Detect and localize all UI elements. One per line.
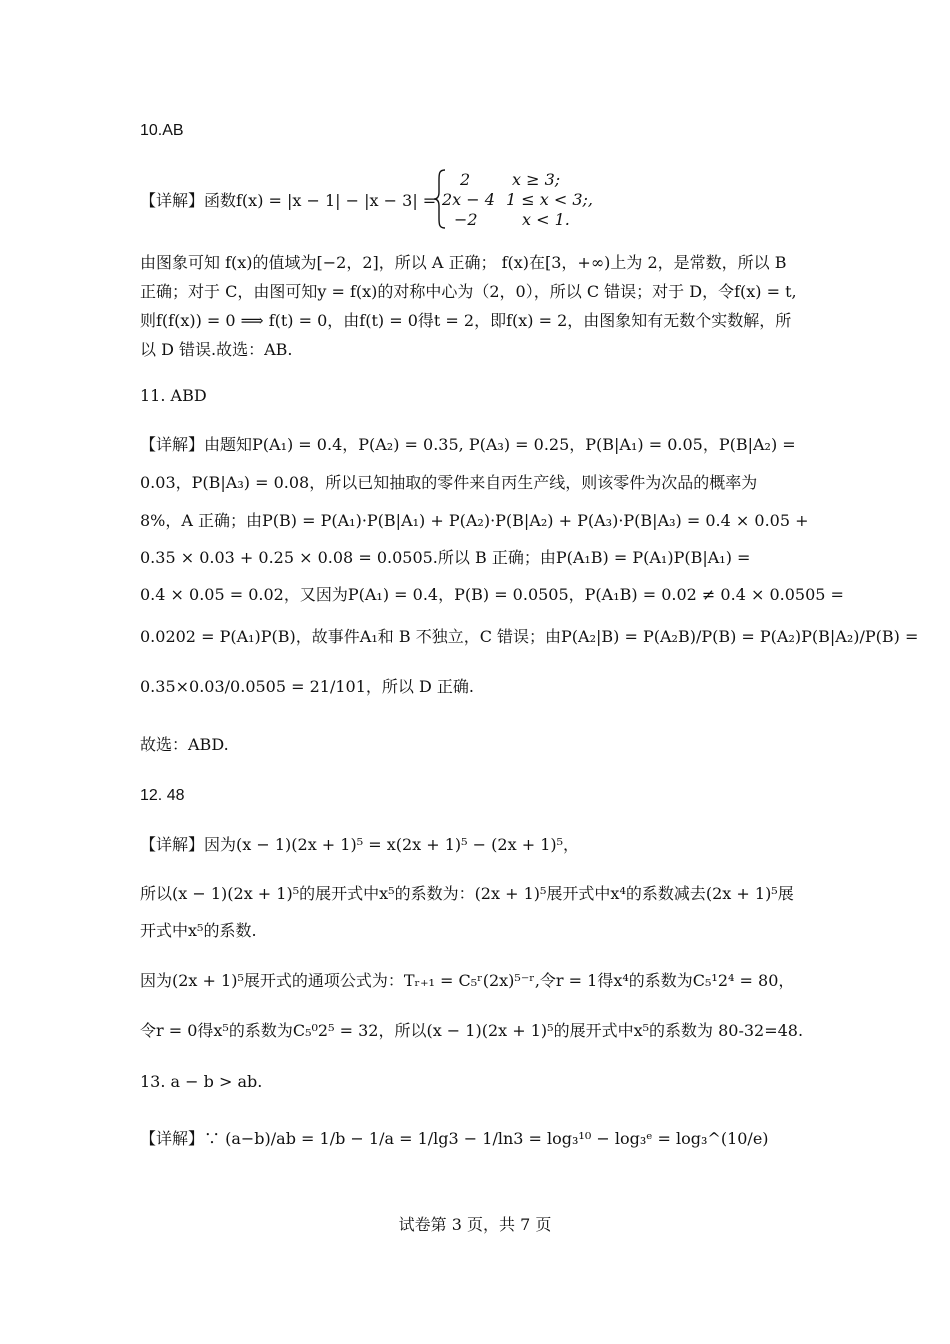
q11-conclusion: 故选：ABD. <box>140 735 229 754</box>
q12-line-5: 令r = 0得x⁵的系数为C₅⁰2⁵ = 32，所以(x − 1)(2x + 1)⁵的展开式中x⁵的系数为 80-32=48. <box>140 1021 804 1040</box>
q10-header: 10.AB <box>140 122 184 139</box>
q11-line-7: 0.35×0.03/0.0505 = 21/101，所以 D 正确. <box>140 677 474 696</box>
q11-line-5: 0.4 × 0.05 = 0.02，又因为P(A₁) = 0.4，P(B) = 0.0505，P(A₁B) = 0.02 ≠ 0.4 × 0.0505 = <box>140 585 844 604</box>
q10-case-2-value: 2x − 4 <box>442 190 495 209</box>
q10-case-1-condition: x ≥ 3; <box>512 170 561 189</box>
q10-line-4: 以 D 错误.故选：AB. <box>140 340 293 359</box>
q10-line-1: 由图象可知 f(x)的值域为[−2，2]，所以 A 正确； f(x)在[3，+∞)上为 2，是常数，所以 B <box>140 253 787 272</box>
q13-header: 13. a − b > ab. <box>140 1072 263 1091</box>
q12-line-3: 开式中x⁵的系数. <box>140 921 257 940</box>
q11-line-2: 0.03，P(B|A₃) = 0.08，所以已知抽取的零件来自丙生产线，则该零件为次品的概率为 <box>140 473 758 492</box>
q11-line-6: 0.0202 = P(A₁)P(B)，故事件A₁和 B 不独立，C 错误；由P(A₂|B) = P(A₂B)/P(B) = P(A₂)P(B|A₂)/P(B) = <box>140 627 919 646</box>
q10-line-2: 正确；对于 C，由图可知y = f(x)的对称中心为（2，0），所以 C 错误；对于 D，令f(x) = t, <box>140 282 797 301</box>
q10-detail-prefix: 【详解】函数f(x) = |x − 1| − |x − 3| = <box>140 191 437 210</box>
q11-line-4: 0.35 × 0.03 + 0.25 × 0.08 = 0.0505.所以 B 正确；由P(A₁B) = P(A₁)P(B|A₁) = <box>140 548 751 567</box>
q10-case-3-value: −2 <box>454 210 478 229</box>
q11-header: 11. ABD <box>140 386 207 405</box>
q10-case-1-value: 2 <box>460 170 471 189</box>
q11-line-3: 8%，A 正确；由P(B) = P(A₁)·P(B|A₁) + P(A₂)·P(B|A₂) + P(A₃)·P(B|A₃) = 0.4 × 0.05 + <box>140 511 809 530</box>
q12-header: 12. 48 <box>140 787 185 804</box>
q10-case-2-condition: 1 ≤ x < 3;, <box>506 190 594 209</box>
q12-line-4: 因为(2x + 1)⁵展开式的通项公式为：Tᵣ₊₁ = C₅ʳ(2x)⁵⁻ʳ,令r = 1得x⁴的系数为C₅¹2⁴ = 80， <box>140 971 795 990</box>
q11-line-1: 【详解】由题知P(A₁) = 0.4，P(A₂) = 0.35, P(A₃) = 0.25，P(B|A₁) = 0.05，P(B|A₂) = <box>140 435 796 454</box>
page-footer: 试卷第 3 页，共 7 页 <box>398 1215 552 1234</box>
q10-line-3: 则f(f(x)) = 0 ⟹ f(t) = 0，由f(t) = 0得t = 2，即f(x) = 2，由图象知有无数个实数解，所 <box>140 311 792 330</box>
q13-detail: 【详解】∵ (a−b)/ab = 1/b − 1/a = 1/lg3 − 1/ln3 = log₃¹⁰ − log₃ᵉ = log₃^(10/e) <box>140 1129 769 1148</box>
q12-line-2: 所以(x − 1)(2x + 1)⁵的展开式中x⁵的系数为：(2x + 1)⁵展开式中x⁴的系数减去(2x + 1)⁵展 <box>140 884 794 903</box>
q12-line-1: 【详解】因为(x − 1)(2x + 1)⁵ = x(2x + 1)⁵ − (2x + 1)⁵， <box>140 835 580 854</box>
q10-case-3-condition: x < 1. <box>522 210 570 229</box>
